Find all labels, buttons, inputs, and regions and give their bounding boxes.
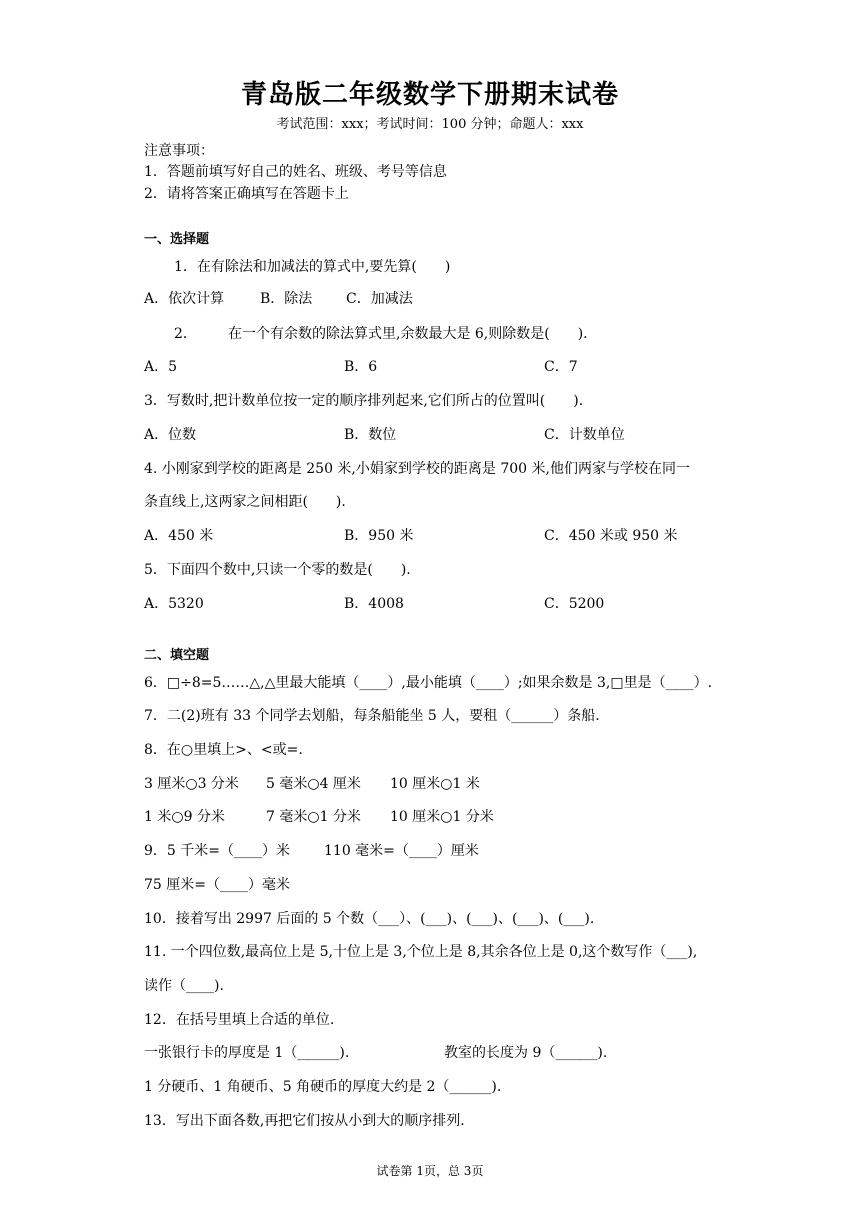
question-2-number: 2． bbox=[174, 326, 197, 342]
compare-item: 7 毫米○1 分米 bbox=[266, 809, 361, 825]
option-b: B．4008 bbox=[344, 596, 404, 612]
option-c: C．450 米或 950 米 bbox=[544, 528, 678, 544]
option-c: C．计数单位 bbox=[544, 427, 625, 443]
option-c: C．加减法 bbox=[346, 291, 413, 307]
page-footer: 试卷第 1页，总 3页 bbox=[376, 1164, 484, 1178]
question-12: 12．在括号里填上合适的单位. bbox=[144, 1012, 335, 1028]
question-9b: 110 毫米=（____）厘米 bbox=[324, 843, 479, 859]
section-heading-fill: 二、填空题 bbox=[144, 648, 210, 663]
option-b: B．950 米 bbox=[344, 528, 414, 544]
option-b: B．除法 bbox=[260, 291, 313, 307]
option-c: C．5200 bbox=[544, 596, 605, 612]
option-a: A．5320 bbox=[144, 596, 204, 612]
question-13: 13．写出下面各数,再把它们按从小到大的顺序排列. bbox=[144, 1113, 465, 1129]
exam-info: 考试范围：xxx；考试时间：100 分钟；命题人：xxx bbox=[276, 117, 584, 132]
option-b: B．数位 bbox=[344, 427, 397, 443]
question-3: 3．写数时,把计数单位按一定的顺序排列起来,它们所占的位置叫( ). bbox=[144, 393, 584, 409]
question-8: 8．在○里填上>、<或=. bbox=[144, 742, 303, 758]
question-11: 11. 一个四位数,最高位上是 5,十位上是 3,个位上是 8,其余各位上是 0,这个数写作（___), bbox=[144, 944, 698, 960]
section-heading-choice: 一、选择题 bbox=[144, 232, 210, 247]
question-2: 在一个有余数的除法算式里,余数最大是 6,则除数是( ). bbox=[228, 326, 588, 342]
exam-title: 青岛版二年级数学下册期末试卷 bbox=[240, 80, 619, 110]
question-5: 5．下面四个数中,只读一个零的数是( ). bbox=[144, 562, 411, 578]
question-7: 7．二(2)班有 33 个同学去划船，每条船能坐 5 人，要租（______）条船. bbox=[144, 708, 600, 724]
option-a: A．位数 bbox=[144, 427, 197, 443]
compare-item: 3 厘米○3 分米 bbox=[144, 776, 239, 792]
compare-item: 10 厘米○1 米 bbox=[390, 776, 480, 792]
compare-item: 1 米○9 分米 bbox=[144, 809, 225, 825]
question-9c: 75 厘米=（____）毫米 bbox=[144, 877, 290, 893]
option-c: C．7 bbox=[544, 359, 578, 375]
option-a: A．450 米 bbox=[144, 528, 214, 544]
compare-item: 5 毫米○4 厘米 bbox=[266, 776, 361, 792]
notice-heading: 注意事项： bbox=[144, 143, 214, 159]
compare-item: 10 厘米○1 分米 bbox=[390, 809, 494, 825]
notice-item: 2．请将答案正确填写在答题卡上 bbox=[144, 186, 349, 202]
question-12c: 1 分硬币、1 角硬币、5 角硬币的厚度大约是 2（______). bbox=[144, 1079, 502, 1095]
question-12b: 教室的长度为 9（______). bbox=[444, 1045, 608, 1061]
notice-item: 1．答题前填写好自己的姓名、班级、考号等信息 bbox=[144, 164, 447, 180]
question-10: 10．接着写出 2997 后面的 5 个数（___）、(___)、(___)、(___)、(___). bbox=[144, 911, 595, 927]
question-6: 6．□÷8=5……△,△里最大能填（____）,最小能填（____）;如果余数是 3,□里是（____）. bbox=[144, 675, 713, 691]
option-b: B．6 bbox=[344, 359, 378, 375]
question-9a: 9．5 千米=（____）米 bbox=[144, 843, 290, 859]
option-a: A．依次计算 bbox=[144, 291, 225, 307]
question-11-continued: 读作（____). bbox=[144, 978, 224, 994]
option-a: A．5 bbox=[144, 359, 178, 375]
question-1: 1．在有除法和加减法的算式中,要先算( ) bbox=[174, 259, 451, 275]
question-4: 4. 小刚家到学校的距离是 250 米,小娟家到学校的距离是 700 米,他们两家与学校在同一 bbox=[144, 461, 690, 477]
question-12a: 一张银行卡的厚度是 1（______). bbox=[144, 1045, 350, 1061]
question-4-continued: 条直线上,这两家之间相距( ). bbox=[144, 494, 346, 510]
